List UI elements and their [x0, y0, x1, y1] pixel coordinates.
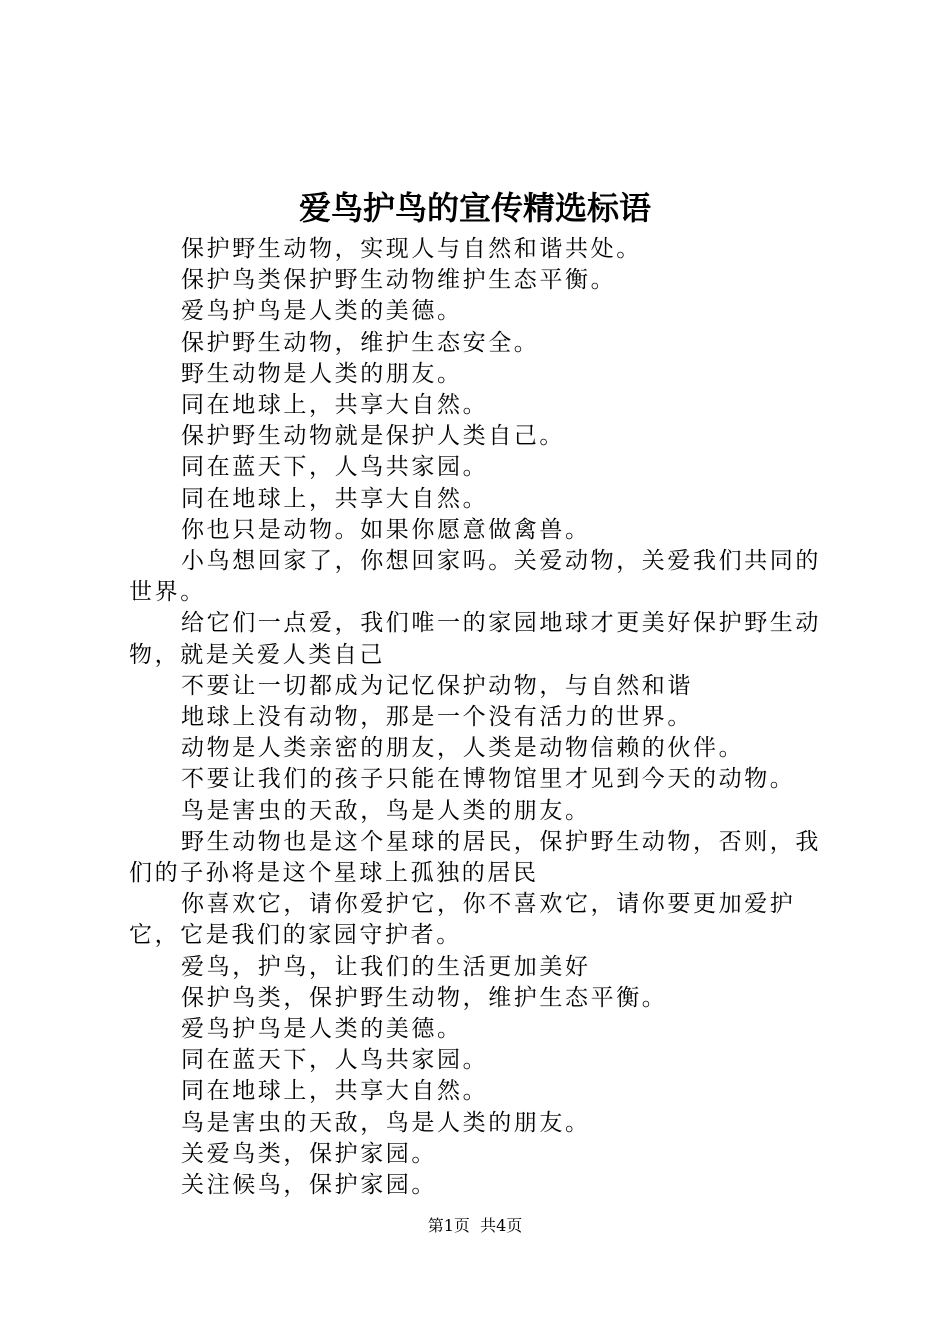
document-body	[129, 234, 841, 1201]
paragraph: 你喜欢它，请你爱护它，你不喜欢它，请你要更加爱护它，它是我们的家园守护者。	[129, 891, 796, 949]
paragraph: 同在地球上，共享大自然。	[181, 392, 489, 419]
paragraph: 同在地球上，共享大自然。	[181, 1078, 489, 1105]
paragraph: 给它们一点爱，我们唯一的家园地球才更美好保护野生动物，就是关爱人类自己	[129, 610, 821, 668]
paragraph: 地球上没有动物，那是一个没有活力的世界。	[181, 704, 693, 731]
paragraph: 爱鸟，护鸟，让我们的生活更加美好	[181, 953, 591, 980]
paragraph: 关爱鸟类，保护家园。	[181, 1140, 437, 1167]
paragraph: 野生动物是人类的朋友。	[181, 360, 463, 387]
paragraph: 关注候鸟，保护家园。	[181, 1172, 437, 1199]
paragraph: 保护野生动物，实现人与自然和谐共处。	[181, 236, 642, 262]
paragraph: 鸟是害虫的天敌，鸟是人类的朋友。	[181, 1109, 591, 1136]
paragraph: 保护野生动物，维护生态安全。	[181, 329, 540, 356]
paragraph: 动物是人类亲密的朋友，人类是动物信赖的伙伴。	[181, 735, 745, 762]
paragraph: 同在蓝天下，人鸟共家园。	[181, 1047, 489, 1074]
paragraph: 保护野生动物就是保护人类自己。	[181, 423, 565, 450]
paragraph: 爱鸟护鸟是人类的美德。	[181, 1016, 463, 1043]
page-footer	[0, 1214, 950, 1238]
paragraph: 同在地球上，共享大自然。	[181, 485, 489, 512]
paragraph: 保护鸟类保护野生动物维护生态平衡。	[181, 267, 617, 294]
paragraph: 你也只是动物。如果你愿意做禽兽。	[181, 516, 591, 543]
paragraph: 同在蓝天下，人鸟共家园。	[181, 454, 489, 481]
paragraph: 爱鸟护鸟是人类的美德。	[181, 298, 463, 325]
paragraph: 不要让我们的孩子只能在博物馆里才见到今天的动物。	[181, 766, 796, 793]
paragraph: 野生动物也是这个星球的居民，保护野生动物，否则，我们的子孙将是这个星球上孤独的居民	[129, 828, 821, 887]
document-title: 爱鸟护鸟的宣传精选标语	[298, 189, 651, 227]
paragraph: 不要让一切都成为记忆保护动物，与自然和谐	[181, 672, 693, 699]
paragraph: 鸟是害虫的天敌，鸟是人类的朋友。	[181, 797, 591, 824]
paragraph: 保护鸟类，保护野生动物，维护生态平衡。	[181, 984, 668, 1011]
paragraph: 小鸟想回家了，你想回家吗。关爱动物，关爱我们共同的世界。	[129, 548, 821, 606]
page-number: 第1页 共4页	[427, 1216, 523, 1235]
